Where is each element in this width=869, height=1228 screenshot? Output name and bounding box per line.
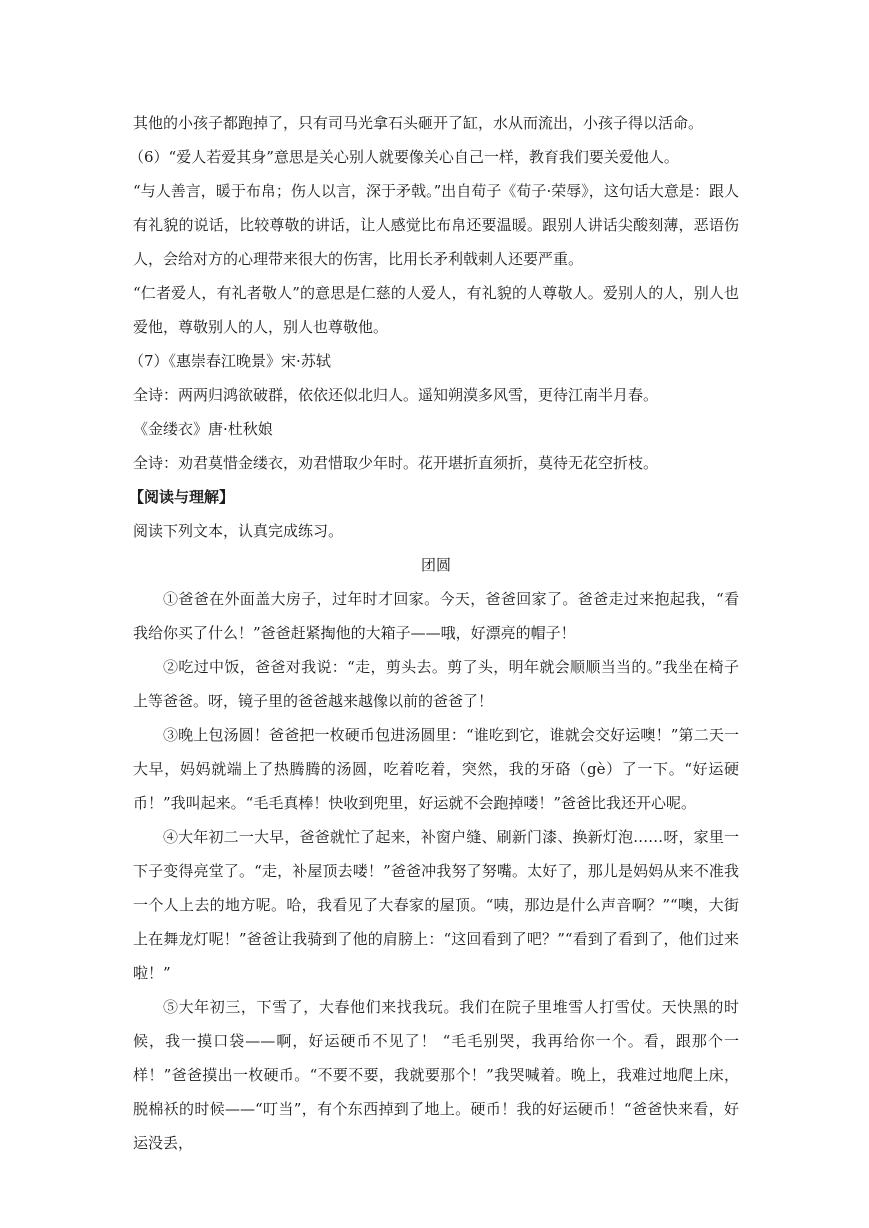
- document-page: [129, 106, 739, 1160]
- text-line: 全诗：劝君莫惜金缕衣，劝君惜取少年时。花开堪折直须折，莫待无花空折枝。: [133, 454, 659, 472]
- text-line: 其他的小孩子都跑掉了，只有司马光拿石头砸开了缸，水从而流出，小孩子得以活命。: [133, 114, 704, 132]
- story-paragraph-4: ④大年初二一大早，爸爸就忙了起来，补窗户缝、刷新门漆、换新灯泡……呀，家里一下子变得亮堂了。“走，补屋顶去喽！”爸爸冲我努了努嘴。太好了，那儿是妈妈从来不准我一个人上去的地方呢。哈，我看见了大春家的屋顶。“咦，那边是什么声音啊？”“噢，大街上在舞龙灯呢！”爸爸让我骑到了他的肩膀上：“这回看到了吧？”“看到了看到了，他们过来啦！”: [133, 828, 739, 982]
- section-heading: 【阅读与理解】: [129, 488, 235, 506]
- text-line: （6）“爱人若爱其身”意思是关心别人就要像关心自己一样，教育我们要关爱他人。: [129, 148, 679, 166]
- text-line: （7）《惠崇春江晚景》宋·苏轼: [129, 352, 331, 370]
- instruction-text: 阅读下列文本，认真完成练习。: [133, 522, 344, 540]
- text-paragraph: “与人善言，暖于布帛；伤人以言，深于矛戟。”出自荀子《荀子·荣辱》，这句话大意是：跟人有礼貌的说话，比较尊敬的讲话，让人感觉比布帛还要温暖。跟别人讲话尖酸刻薄，恶语伤人，会给对方的心理带来很大的伤害，比用长矛利戟刺人还要严重。: [133, 182, 739, 268]
- text-line: 《金缕衣》唐·杜秋娘: [133, 420, 273, 438]
- story-title: 团圆: [420, 556, 451, 574]
- text-paragraph: “仁者爱人，有礼者敬人”的意思是仁慈的人爱人，有礼貌的人尊敬人。爱别人的人，别人也爱他，尊敬别人的人，别人也尊敬他。: [133, 284, 739, 336]
- story-paragraph-5: ⑤大年初三，下雪了，大春他们来找我玩。我们在院子里堆雪人打雪仗。天快黑的时候，我一摸口袋——啊，好运硬币不见了！ “毛毛别哭，我再给你一个。看，跟那个一样！”爸爸摸出一枚硬币。“不要不要，我就要那个！”我哭喊着。晚上，我难过地爬上床，脱棉袄的时候——“叮当”，有个东西掉到了地上。硬币！我的好运硬币！“爸爸快来看，好运没丢，: [133, 998, 739, 1152]
- text-line: 全诗：两两归鸿欲破群，依依还似北归人。遥知朔漠多风雪，更待江南半月春。: [133, 386, 659, 404]
- story-paragraph-1: ①爸爸在外面盖大房子，过年时才回家。今天，爸爸回家了。爸爸走过来抱起我，“看我给你买了什么！”爸爸赶紧掏他的大箱子——哦，好漂亮的帽子！: [133, 590, 739, 642]
- story-paragraph-2: ②吃过中饭，爸爸对我说：“走，剪头去。剪了头，明年就会顺顺当当的。”我坐在椅子上等爸爸。呀，镜子里的爸爸越来越像以前的爸爸了！: [133, 658, 739, 710]
- story-paragraph-3: ③晚上包汤圆！爸爸把一枚硬币包进汤圆里：“谁吃到它，谁就会交好运噢！”第二天一大早，妈妈就端上了热腾腾的汤圆，吃着吃着，突然，我的牙硌（gè）了一下。“好运硬币！”我叫起来。“毛毛真棒！快收到兜里，好运就不会跑掉喽！”爸爸比我还开心呢。: [133, 726, 739, 812]
